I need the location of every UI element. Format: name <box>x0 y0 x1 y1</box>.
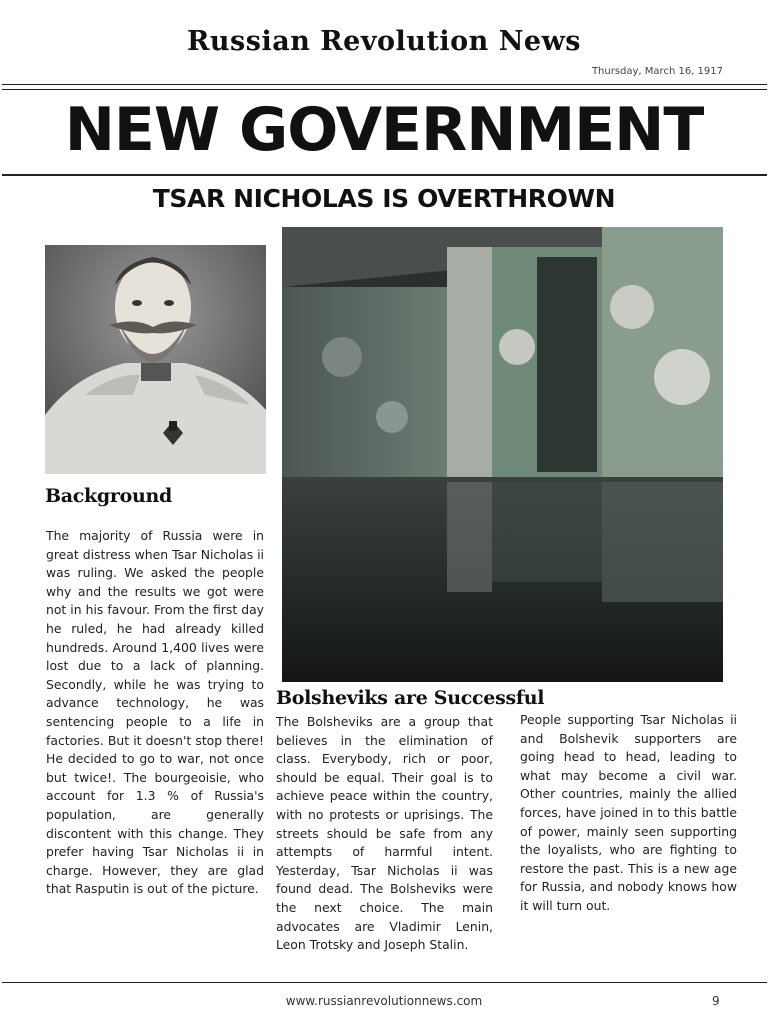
bolsheviks-heading: Bolsheviks are Successful <box>276 687 545 709</box>
divider-footer <box>2 982 767 983</box>
background-body: The majority of Russia were in great distress when Tsar Nicholas ii was ruling. We asked the people why and the results we got were not in his favour. From the first day he ruled, he had already killed hundreds. Around 1,400 lives were lost due to a lack of planning. Secondly, while he was trying to advance technology, he was sentencing people to a life in factories. But it doesn't stop there! He decided to go to war, not once but twice!. The bourgeoisie, who account for 1.3 % of Russia's population, are generally discontent with this change. They prefer having Tsar Nicholas ii in charge. However, they are glad that Rasputin is out of the picture. <box>46 528 264 897</box>
abandoned-building-photo <box>282 227 723 682</box>
background-heading: Background <box>45 485 172 507</box>
footer-website-link[interactable]: www.russianrevolutionnews.com <box>285 994 483 1008</box>
bolsheviks-column-1: The Bolsheviks are a group that believes in the elimination of class. Everybody, rich or poor, should be equal. Their goal is to achieve peace within the country, with no protests or uprisings. The streets should be safe from any attempts of harmful intent. Yesterday, Tsar Nicholas ii was found dead. The Bolsheviks were the next choice. The main advocates are Vladimir Lenin, Leon Trotsky and Joseph Stalin. <box>276 714 493 953</box>
tsar-portrait-photo <box>45 245 266 474</box>
divider-headline <box>2 174 767 176</box>
divider-top-2 <box>2 89 767 90</box>
main-headline: NEW GOVERNMENT <box>64 95 704 165</box>
portrait-illustration <box>45 245 266 474</box>
page-number: 9 <box>712 994 720 1008</box>
divider-top-1 <box>2 84 767 85</box>
sub-headline: TSAR NICHOLAS IS OVERTHROWN <box>152 184 616 213</box>
bolsheviks-column-2: People supporting Tsar Nicholas ii and Bolshevik supporters are going head to head, leading to what may become a civil war. Other countries, mainly the allied forces, have joined in to this battle of power, mainly seen supporting the loyalists, who are fighting to restore the past. This is a new age for Russia, and nobody knows how it will turn out. <box>520 712 737 913</box>
issue-date: Thursday, March 16, 1917 <box>591 66 723 77</box>
interior-illustration <box>282 227 723 682</box>
newspaper-masthead: Russian Revolution News <box>186 26 582 57</box>
